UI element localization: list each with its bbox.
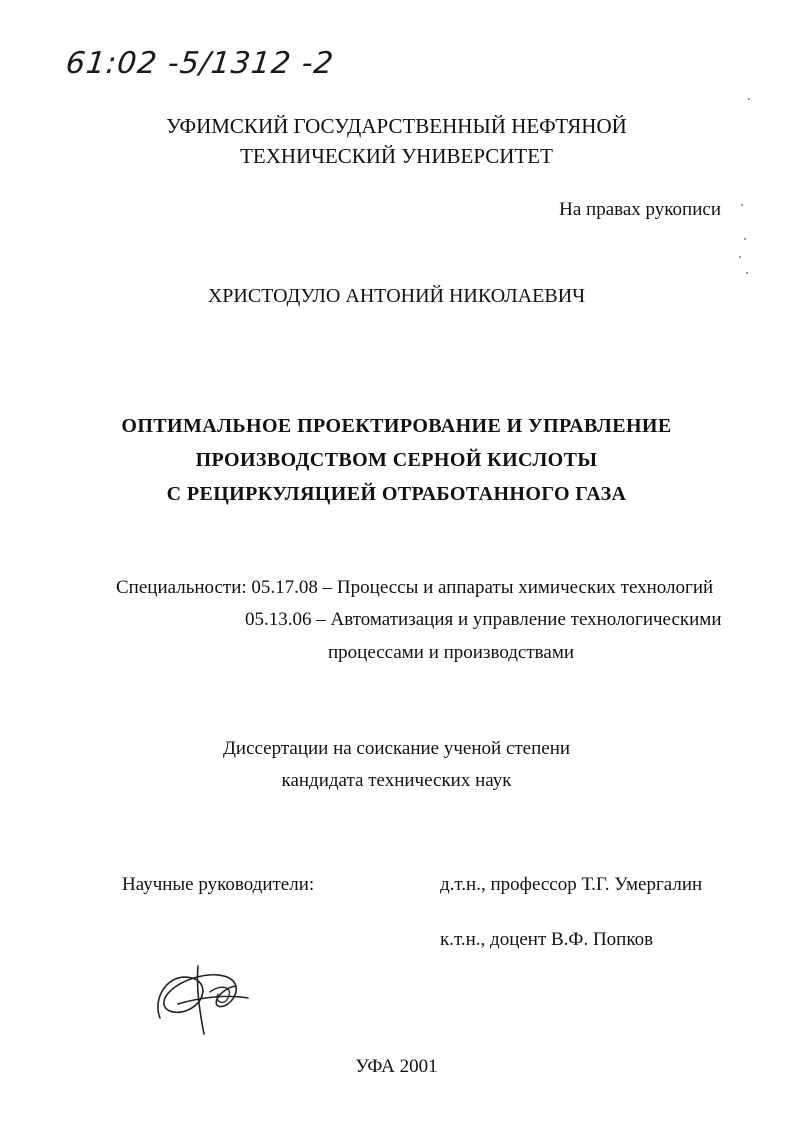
degree-line-2: кандидата технических наук: [281, 770, 512, 791]
supervisor-1: д.т.н., профессор Т.Г. Умергалин: [440, 874, 703, 895]
university-line-1: УФИМСКИЙ ГОСУДАРСТВЕННЫЙ НЕФТЯНОЙ: [166, 114, 627, 138]
university-line-2: ТЕХНИЧЕСКИЙ УНИВЕРСИТЕТ: [240, 144, 553, 168]
city-year: УФА 2001: [355, 1056, 438, 1077]
rights-note: На правах рукописи: [559, 199, 721, 220]
supervisor-2: к.т.н., доцент В.Ф. Попков: [440, 929, 654, 950]
specialty-line-2: 05.13.06 – Автоматизация и управление технологическими: [245, 609, 722, 630]
archive-number: 61:02 -5/1312 -2: [64, 46, 336, 81]
author-name: ХРИСТОДУЛО АНТОНИЙ НИКОЛАЕВИЧ: [207, 285, 586, 307]
specialty-line-1: Специальности: 05.17.08 – Процессы и аппараты химических технологий: [116, 577, 714, 598]
title-line-3: С РЕЦИРКУЛЯЦИЕЙ ОТРАБОТАННОГО ГАЗА: [166, 483, 627, 505]
supervisors-label: Научные руководители:: [122, 874, 315, 895]
title-line-1: ОПТИМАЛЬНОЕ ПРОЕКТИРОВАНИЕ И УПРАВЛЕНИЕ: [121, 415, 672, 437]
title-line-2: ПРОИЗВОДСТВОМ СЕРНОЙ КИСЛОТЫ: [195, 449, 598, 471]
degree-line-1: Диссертации на соискание ученой степени: [222, 738, 571, 759]
specialty-line-3: процессами и производствами: [328, 642, 575, 663]
signature: [148, 958, 256, 1036]
